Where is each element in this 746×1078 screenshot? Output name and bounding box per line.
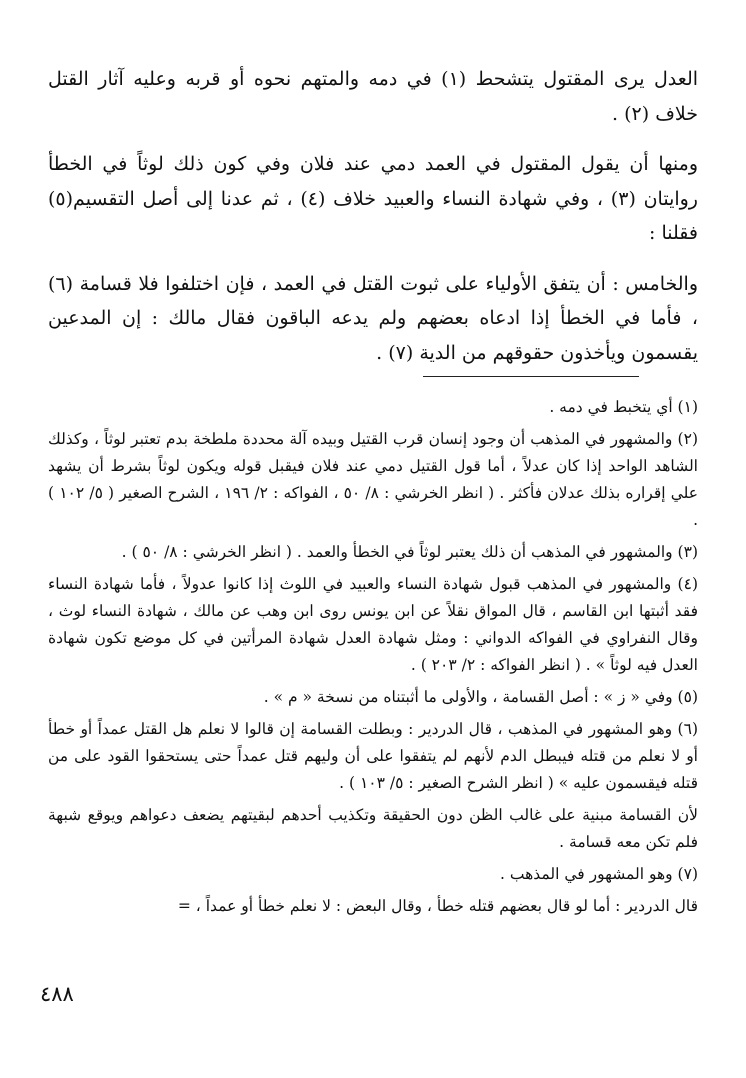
page-number: ٤٨٨ <box>40 982 74 1006</box>
main-paragraph: العدل يرى المقتول يتشحط (١) في دمه والمتهم نحوه أو قربه وعليه آثار القتل خلاف (٢) . <box>48 68 699 125</box>
footnote: لأن القسامة مبنية على غالب الظن دون الحقيقة وتكذيب أحدهم لبقيتهم يضعف دعواهم ويوقع شبهة فلم تكن معه قسامة . <box>48 806 698 851</box>
main-paragraph: والخامس : أن يتفق الأولياء على ثبوت القتل في العمد ، فإن اختلفوا فلا قسامة (٦) ، فأما في الخطأ إذا ادعاه بعضهم ولم يدعه الباقون فقال مالك : إن المدعين يقسمون ويأخذون حقوقهم من الدية (٧) . <box>48 272 698 364</box>
footnotes <box>48 394 698 925</box>
footnote: قال الدردير : أما لو قال بعضهم قتله خطأ ، وقال البعض : لا نعلم خطأ أو عمداً ، = <box>177 897 698 915</box>
footnote: (٦) وهو المشهور في المذهب ، قال الدردير : وبطلت القسامة إن قالوا لا نعلم هل القتل عمداً أو خطأ أو لا نعلم من قتله فيبطل الدم لأنهم لم يتفقوا على أن وليهم قتل عمداً حتى يستحقوا القود على من قتله فيقسمون عليه » ( انظر الشرح الصغير : ٥/ ١٠٣ ) . <box>48 720 698 792</box>
footnote: (٤) والمشهور في المذهب قبول شهادة النساء والعبيد في اللوث إذا كانوا عدولاً ، فأما شهادة النساء فقد أثبتها ابن القاسم ، قال المواق نقلاً عن ابن يونس روى ابن وهب عن مالك ، شهادة النساء لوث ، وقال النفراوي في الفواكه الدواني : ومثل شهادة العدل شهادة المرأتين في كل موضع تكون شهادة العدل فيه لوثاً » . ( انظر الفواكه : ٢/ ٢٠٣ ) . <box>48 575 698 674</box>
footnote-separator <box>423 376 639 377</box>
main-text <box>48 62 698 386</box>
footnote: (٢) والمشهور في المذهب أن وجود إنسان قرب القتيل وبيده آلة محددة ملطخة بدم تعتبر لوثاً ، وكذلك الشاهد الواحد إذا كان عدلاً ، أما قول القتيل دمي عند فلان فيقبل قوله ويكون لوثاً بشرط أن يشهد علي إقراره بذلك عدلان فأكثر . ( انظر الخرشي : ٨/ ٥٠ ، الفواكه : ٢/ ١٩٦ ، الشرح الصغير ( ٥/ ١٠٢ ) . <box>48 430 699 529</box>
footnote: (٥) وفي « ز » : أصل القسامة ، والأولى ما أثبتناه من نسخة « م » . <box>263 688 698 706</box>
footnote: (٧) وهو المشهور في المذهب . <box>500 865 698 883</box>
main-paragraph: ومنها أن يقول المقتول في العمد دمي عند فلان وفي كون ذلك لوثاً في الخطأ روايتان (٣) ، وفي شهادة النساء والعبيد خلاف (٤) ، ثم عدنا إلى أصل التقسيم(٥) فقلنا : <box>48 153 698 244</box>
footnote: (٣) والمشهور في المذهب أن ذلك يعتبر لوثاً في الخطأ والعمد . ( انظر الخرشي : ٨/ ٥٠ ) . <box>121 543 698 561</box>
footnote: (١) أي يتخبط في دمه . <box>549 398 698 416</box>
